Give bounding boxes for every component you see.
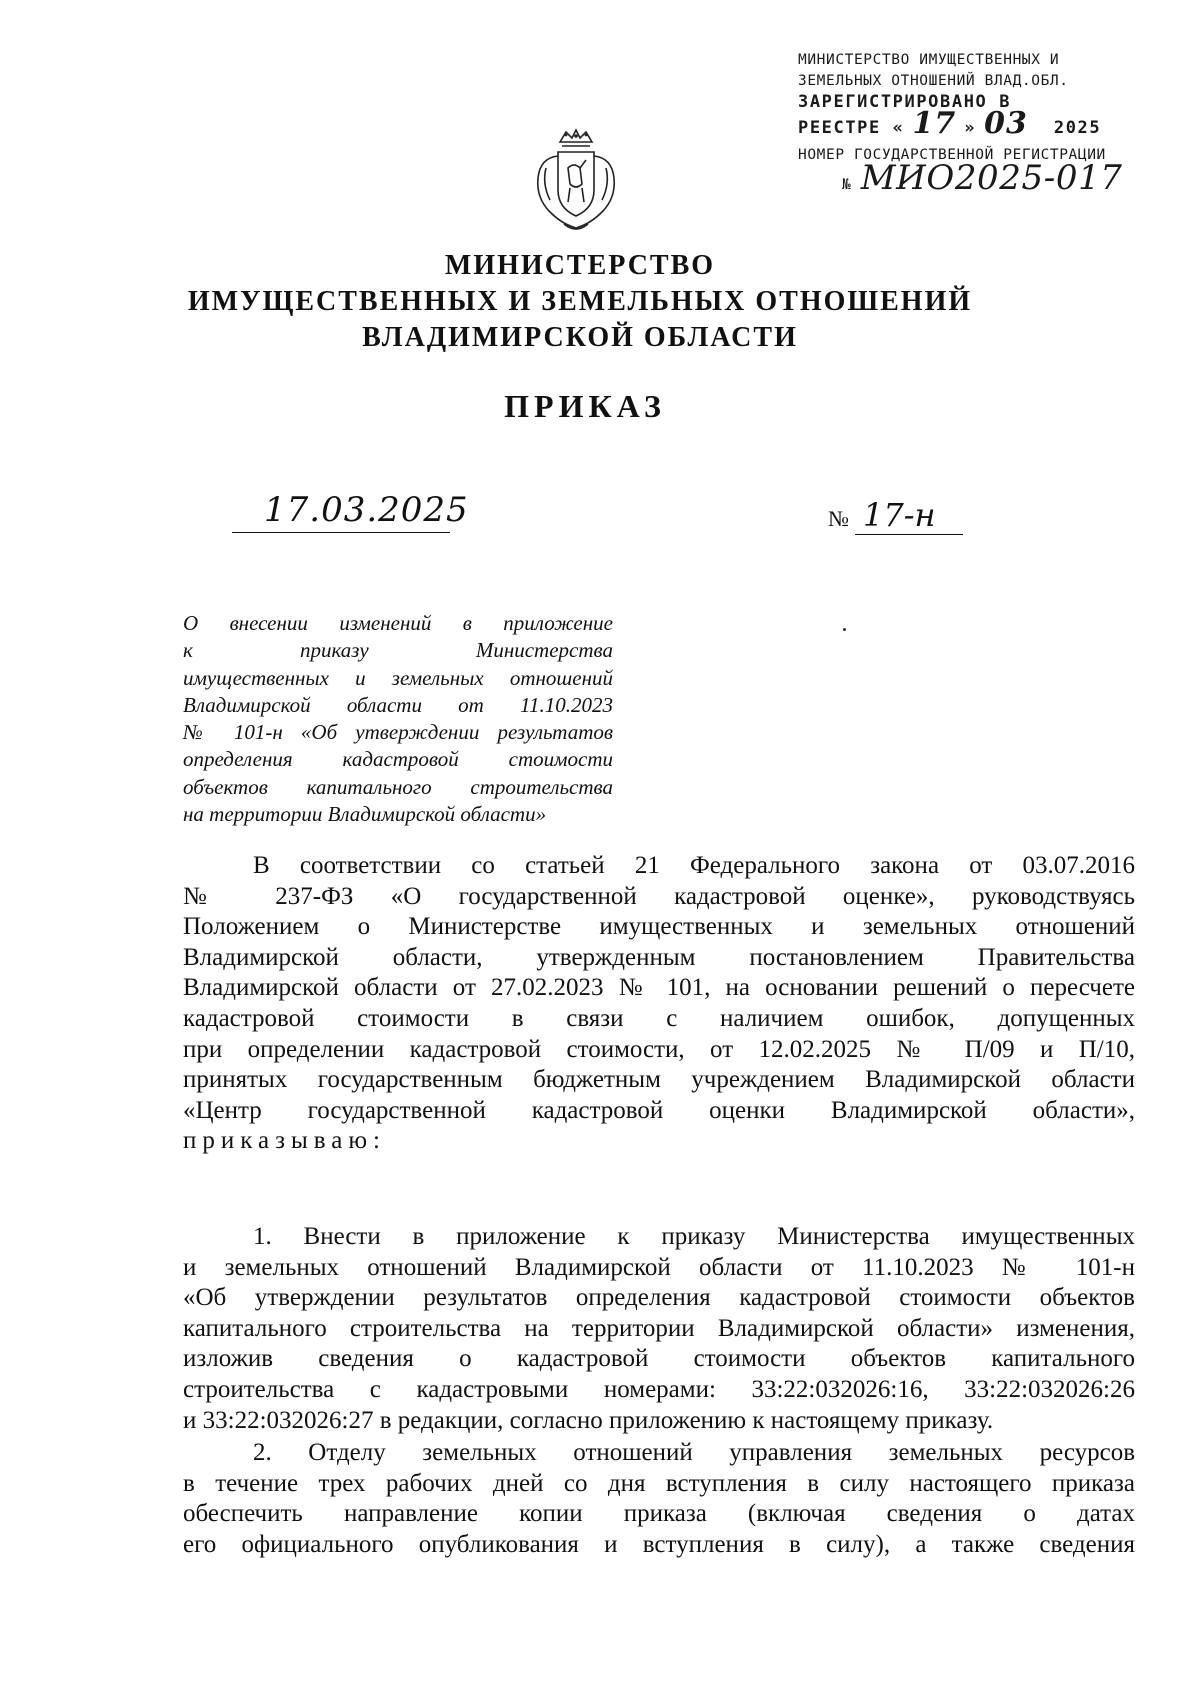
ministry-line-2: ИМУЩЕСТВЕННЫХ И ЗЕМЕЛЬНЫХ ОТНОШЕНИЙ xyxy=(187,286,973,317)
item-2 xyxy=(183,1438,1135,1560)
ministry-line-1: МИНИСТЕРСТВО xyxy=(444,250,716,281)
document-type-title: ПРИКАЗ xyxy=(504,388,666,424)
item-1-line: и 33:22:032026:27 в редакции, согласно приложению к настоящему приказу. xyxy=(183,1406,994,1434)
preamble xyxy=(183,851,1135,1157)
order-number-label: № xyxy=(828,506,849,531)
item-1-line: «Об утверждении результатов определения кадастровой стоимости объектов xyxy=(183,1284,1135,1312)
order-subject xyxy=(183,610,613,828)
order-word: приказываю: xyxy=(183,1127,386,1155)
preamble-line: № 237-ФЗ «О государственной кадастровой оценке», руководствуясь xyxy=(183,882,1135,910)
stamp-reestr-line xyxy=(798,106,1138,141)
preamble-line: В соответствии со статьей 21 Федерального закона от 03.07.2016 xyxy=(253,852,1135,879)
item-2-line: его официального опубликования и вступления в силу), а также сведения xyxy=(183,1530,1135,1558)
vladimir-coat-of-arms-icon xyxy=(528,128,624,238)
preamble-line: Положением о Министерстве имущественных и земельных отношений xyxy=(183,913,1135,941)
preamble-line: Владимирской области от 27.02.2023 № 101, на основании решений о пересчете xyxy=(183,974,1135,1002)
stamp-num-sign: № xyxy=(842,177,852,193)
preamble-line: Владимирской области, утвержденным постановлением Правительства xyxy=(183,943,1135,971)
subject-line: Владимирской области от 11.10.2023 xyxy=(183,692,613,717)
subject-line: О внесении изменений в приложение xyxy=(183,611,613,635)
subject-line: объектов капитального строительства xyxy=(183,774,613,799)
stamp-line-5: НОМЕР ГОСУДАРСТВЕННОЙ РЕГИСТРАЦИИ xyxy=(798,147,1106,163)
item-1-line: строительства с кадастровыми номерами: 33:22:032026:16, 33:22:032026:26 xyxy=(183,1375,1135,1403)
item-1-line: 1. Внести в приложение к приказу Министерства имущественных xyxy=(253,1223,1135,1250)
ministry-line-3: ВЛАДИМИРСКОЙ ОБЛАСТИ xyxy=(362,322,798,353)
registration-stamp xyxy=(798,50,1138,196)
stamp-line-1: МИНИСТЕРСТВО ИМУЩЕСТВЕННЫХ И xyxy=(798,52,1060,68)
preamble-line: «Центр государственной кадастровой оценки Владимирской области», xyxy=(183,1096,1135,1124)
stamp-reg-month: 03 xyxy=(984,106,1028,141)
item-1-line: и земельных отношений Владимирской области от 11.10.2023 № 101-н xyxy=(183,1253,1135,1281)
item-1-line: изложив сведения о кадастровой стоимости объектов капитального xyxy=(183,1345,1135,1373)
stamp-reg-number-line xyxy=(798,158,1138,198)
preamble-line: принятых государственным бюджетным учреждением Владимирской области xyxy=(183,1066,1135,1094)
ministry-name xyxy=(140,248,1020,356)
subject-line: определения кадастровой стоимости xyxy=(183,747,613,772)
preamble-line: кадастровой стоимости в связи с наличием ошибок, допущенных xyxy=(183,1004,1135,1032)
subject-line: имущественных и земельных отношений xyxy=(183,665,613,690)
order-number-field xyxy=(828,496,963,535)
stamp-line-3: ЗАРЕГИСТРИРОВАНО В xyxy=(798,92,1012,112)
stamp-reg-day: 17 xyxy=(912,106,957,141)
subject-line: № 101-н «Об утверждении результатов xyxy=(183,720,613,745)
order-date-field xyxy=(232,488,469,533)
stamp-line-2: ЗЕМЕЛЬНЫХ ОТНОШЕНИЙ ВЛАД.ОБЛ. xyxy=(798,73,1069,89)
subject-line: на территории Владимирской области» xyxy=(183,802,547,827)
stamp-reg-sep: » xyxy=(964,118,977,138)
stamp-reg-year: 2025 xyxy=(1053,118,1102,138)
order-date: 17.03.2025 xyxy=(264,490,469,530)
stray-mark xyxy=(843,628,846,631)
item-2-line: 2. Отделу земельных отношений управления земельных ресурсов xyxy=(253,1439,1135,1466)
subject-line: к приказу Министерства xyxy=(183,638,613,663)
stamp-reg-number: МИО2025-017 xyxy=(860,158,1123,198)
item-1-line: капитального строительства на территории Владимирской области» изменения, xyxy=(183,1314,1135,1342)
item-2-line: обеспечить направление копии приказа (включая сведения о датах xyxy=(183,1500,1135,1528)
preamble-line: при определении кадастровой стоимости, от 12.02.2025 № П/09 и П/10, xyxy=(183,1035,1135,1063)
item-1 xyxy=(183,1222,1135,1436)
order-number: 17-н xyxy=(855,496,963,535)
stamp-reestr-label: РЕЕСТРЕ « xyxy=(798,118,905,138)
item-2-line: в течение трех рабочих дней со дня вступления в силу настоящего приказа xyxy=(183,1469,1135,1497)
